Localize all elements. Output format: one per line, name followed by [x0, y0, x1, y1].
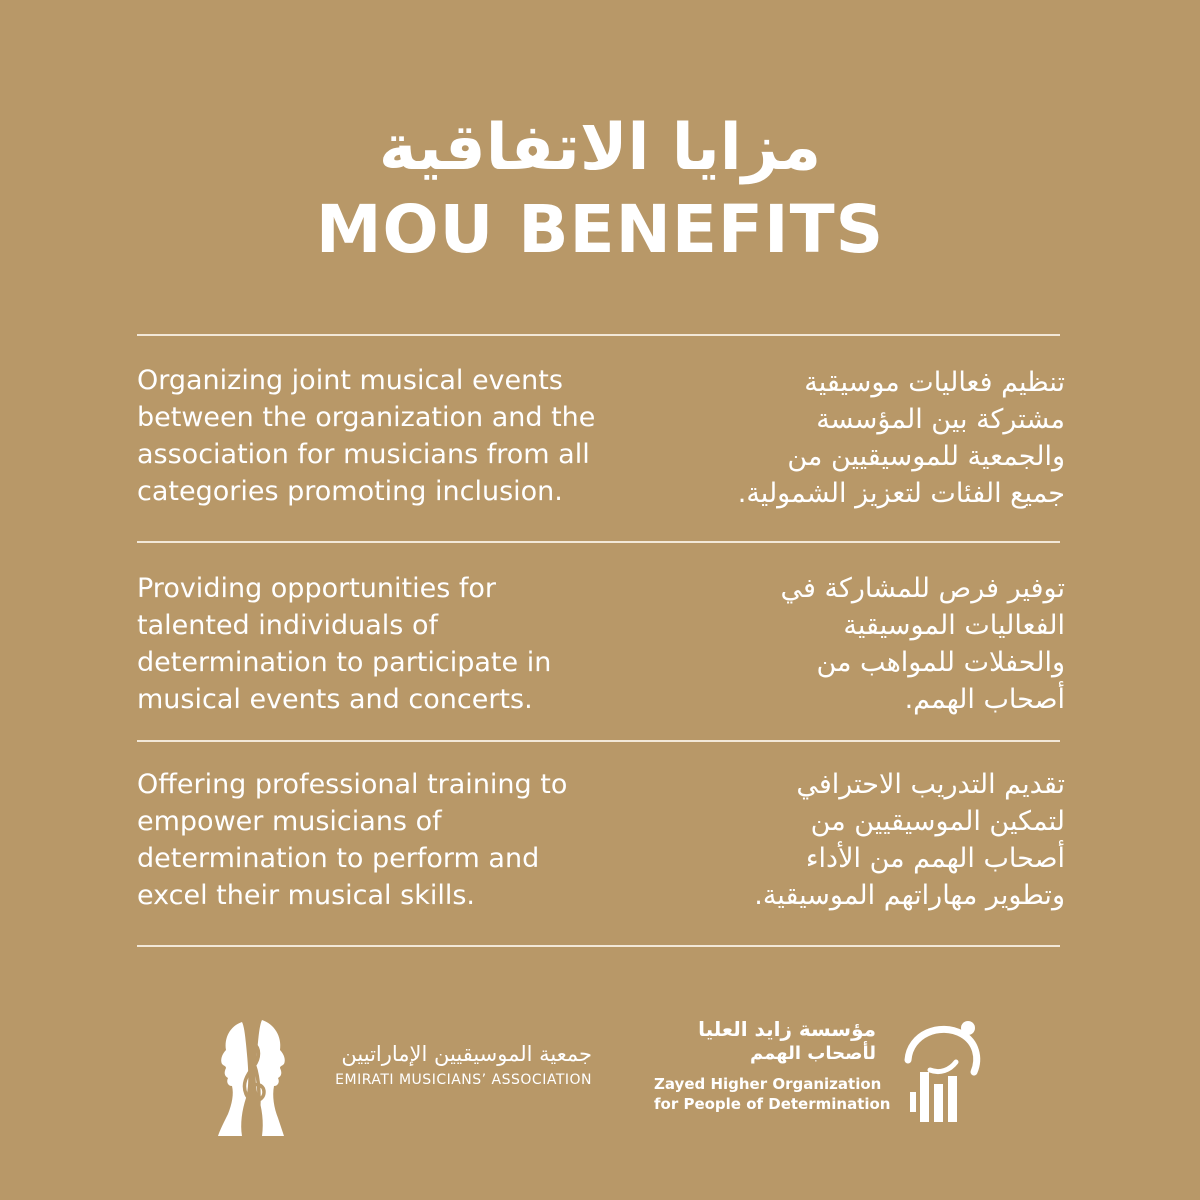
benefit-2-ar-line-1: توفير فرص للمشاركة في — [780, 573, 1065, 604]
benefit-2-en-line-1: Providing opportunities for — [137, 573, 496, 604]
benefit-3-ar-line-4: وتطوير مهاراتهم الموسيقية. — [754, 880, 1065, 911]
title-arabic: مزايا الاتفاقية — [378, 111, 822, 185]
zho-name-arabic-line-2: لأصحاب الهمم — [750, 1043, 876, 1064]
benefit-3-arabic — [705, 766, 1065, 914]
benefit-2-en-line-4: musical events and concerts. — [137, 684, 533, 715]
benefit-1-ar-line-4: جميع الفئات لتعزيز الشمولية. — [737, 478, 1065, 509]
benefit-1-en-line-1: Organizing joint musical events — [137, 365, 563, 396]
benefit-2-en-line-3: determination to participate in — [137, 647, 552, 678]
treble-clef-faces-icon — [212, 1014, 292, 1140]
divider-top — [137, 334, 1060, 336]
benefit-2-ar-line-3: والحفلات للمواهب من — [816, 647, 1065, 678]
divider-bottom — [137, 945, 1060, 947]
benefit-3-en-line-1: Offering professional training to — [137, 769, 568, 800]
benefit-3-en-line-3: determination to perform and — [137, 843, 540, 874]
zho-name-english-line-2: for People of Determination — [654, 1095, 891, 1113]
benefit-3-ar-line-1: تقديم التدريب الاحترافي — [796, 769, 1065, 800]
benefit-3-en-line-2: empower musicians of — [137, 806, 442, 837]
ema-name-arabic: جمعية الموسيقيين الإماراتيين — [341, 1042, 592, 1066]
emirati-musicians-association-logo — [212, 1014, 612, 1144]
ema-name-english: EMIRATI MUSICIANS’ ASSOCIATION — [335, 1072, 592, 1088]
zho-emblem-icon — [890, 1012, 986, 1128]
benefit-1-arabic — [705, 364, 1065, 512]
zho-name-arabic-line-1: مؤسسة زايد العليا — [698, 1017, 876, 1041]
benefit-2-ar-line-4: أصحاب الهمم. — [904, 684, 1065, 715]
benefit-1-english — [137, 362, 697, 510]
benefit-1-ar-line-1: تنظيم فعاليات موسيقية — [804, 367, 1065, 398]
benefit-1-ar-line-2: مشتركة بين المؤسسة — [816, 404, 1065, 435]
benefit-3-english — [137, 766, 697, 914]
benefit-3-ar-line-3: أصحاب الهمم من الأداء — [805, 843, 1065, 874]
benefit-1-en-line-4: categories promoting inclusion. — [137, 476, 563, 507]
divider-2 — [137, 740, 1060, 742]
zayed-higher-organization-logo — [654, 1012, 994, 1130]
benefit-2-ar-line-2: الفعاليات الموسيقية — [843, 610, 1065, 641]
benefit-2-en-line-2: talented individuals of — [137, 610, 438, 641]
benefit-2-arabic — [705, 570, 1065, 718]
title-english: MOU BENEFITS — [315, 191, 885, 268]
benefit-1-en-line-2: between the organization and the — [137, 402, 596, 433]
benefit-2-english — [137, 570, 697, 718]
benefit-1-en-line-3: association for musicians from all — [137, 439, 590, 470]
benefit-1-ar-line-3: والجمعية للموسيقيين من — [787, 441, 1065, 472]
benefit-3-en-line-4: excel their musical skills. — [137, 880, 475, 911]
divider-1 — [137, 541, 1060, 543]
benefit-3-ar-line-2: لتمكين الموسيقيين من — [810, 806, 1065, 837]
zho-name-english-line-1: Zayed Higher Organization — [654, 1075, 882, 1093]
